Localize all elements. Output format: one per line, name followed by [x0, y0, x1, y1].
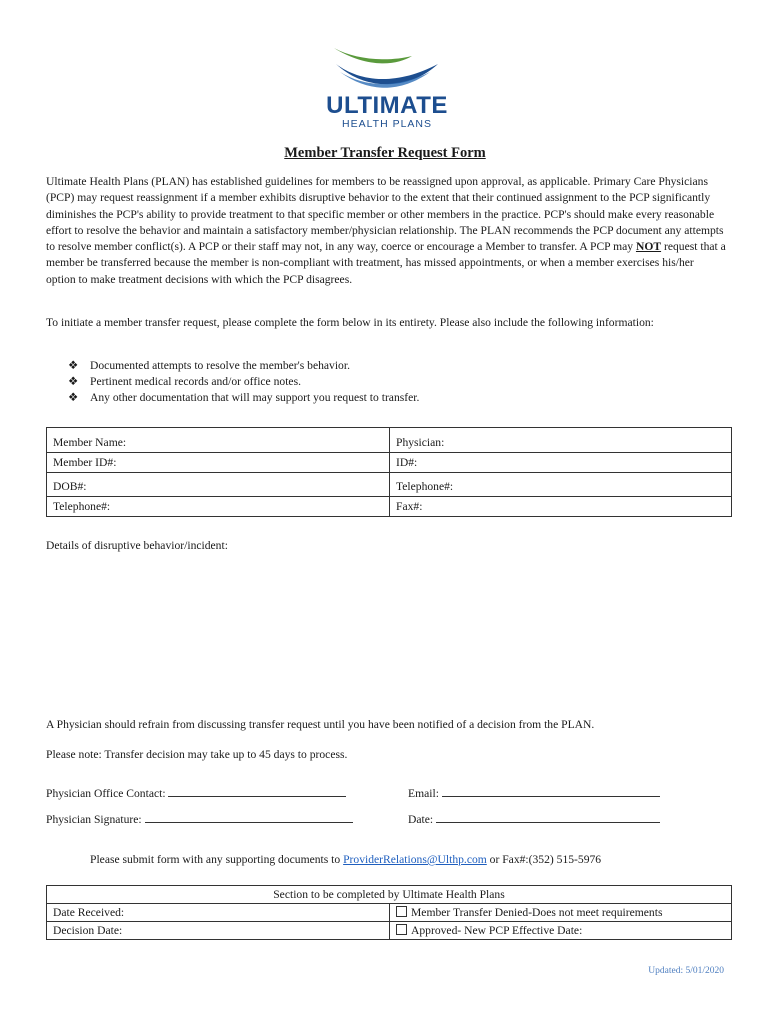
logo-swoosh-icon	[326, 42, 448, 94]
denied-option[interactable]: Member Transfer Denied-Does not meet requirements	[390, 904, 732, 922]
details-area[interactable]	[46, 558, 732, 703]
diamond-bullet-icon: ❖	[68, 359, 79, 372]
list-item: ❖ Pertinent medical records and/or office notes.	[68, 375, 301, 388]
date-field[interactable]: Date:	[408, 812, 660, 826]
physician-telephone-field[interactable]: Telephone#:	[390, 473, 732, 497]
plan-section-header: Section to be completed by Ultimate Health Plans	[47, 886, 732, 904]
list-item: ❖ Documented attempts to resolve the member's behavior.	[68, 359, 350, 372]
physician-fax-field[interactable]: Fax#:	[390, 497, 732, 517]
intro-paragraph	[46, 174, 726, 288]
plan-use-table	[46, 885, 732, 940]
diamond-bullet-icon: ❖	[68, 375, 79, 388]
page-title: Member Transfer Request Form	[284, 145, 486, 161]
dob-field[interactable]: DOB#:	[47, 473, 390, 497]
updated-date: Updated: 5/01/2020	[648, 966, 724, 976]
intro-text-end: request that a member be transferred because the member is non-compliant with treatment, has missed appointments, or when a member exercises his/her option to make treatment decisions with which the PCP disagrees.	[46, 240, 726, 286]
email-field[interactable]: Email:	[408, 786, 660, 800]
physician-field[interactable]: Physician:	[390, 428, 732, 453]
intro-emphasis: NOT	[635, 240, 662, 254]
details-label: Details of disruptive behavior/incident:	[46, 539, 228, 552]
intro-text: Ultimate Health Plans (PLAN) has established guidelines for members to be reassigned upon approval, as applicable. Primary Care Physicians (PCP) may request reassignment if a member exhibits disruptive behavior to the extent that their continued assignment to the PCP significantly diminishes the PCP's ability to provide treatment to that specific member or other members in the practice. PCP's should make every reasonable effort to resolve the behavior and maintain a satisfactory member/physician relationship. The PLAN recommends the PCP document any attempts to resolve member conflict(s). A PCP or their staff may not, in any way, coerce or encourage a Member to transfer. A PCP may	[46, 175, 724, 254]
signature-line[interactable]	[145, 812, 353, 823]
instructions-paragraph: To initiate a member transfer request, please complete the form below in its entirety. Please also include the following information:	[46, 316, 654, 329]
approved-option[interactable]: Approved- New PCP Effective Date:	[390, 922, 732, 940]
member-name-field[interactable]: Member Name:	[47, 428, 390, 453]
office-contact-line[interactable]	[168, 786, 346, 797]
physician-id-field[interactable]: ID#:	[390, 453, 732, 473]
member-info-table	[46, 427, 732, 517]
checkbox-icon[interactable]	[396, 906, 407, 917]
provider-relations-email-link[interactable]: ProviderRelations@Ulthp.com	[343, 853, 487, 866]
list-item: ❖ Any other documentation that will may support you request to transfer.	[68, 391, 420, 404]
submit-instructions: Please submit form with any supporting documents to ProviderRelations@Ulthp.com or Fax#:(352) 515-5976	[90, 853, 602, 866]
requirements-list	[68, 358, 419, 406]
decision-note: Please note: Transfer decision may take up to 45 days to process.	[46, 748, 348, 761]
signature-field[interactable]: Physician Signature:	[46, 812, 353, 826]
decision-date-field[interactable]: Decision Date:	[47, 922, 390, 940]
refrain-note: A Physician should refrain from discussing transfer request until you have been notified of a decision from the PLAN.	[46, 718, 595, 731]
member-telephone-field[interactable]: Telephone#:	[47, 497, 390, 517]
logo-wordmark: ULTIMATE	[326, 92, 448, 119]
office-contact-field[interactable]: Physician Office Contact:	[46, 786, 346, 800]
email-line[interactable]	[442, 786, 660, 797]
date-received-field[interactable]: Date Received:	[47, 904, 390, 922]
date-line[interactable]	[436, 812, 660, 823]
logo-subtitle: HEALTH PLANS	[342, 118, 432, 130]
diamond-bullet-icon: ❖	[68, 391, 79, 404]
checkbox-icon[interactable]	[396, 924, 407, 935]
company-logo	[326, 42, 448, 134]
member-id-field[interactable]: Member ID#:	[47, 453, 390, 473]
